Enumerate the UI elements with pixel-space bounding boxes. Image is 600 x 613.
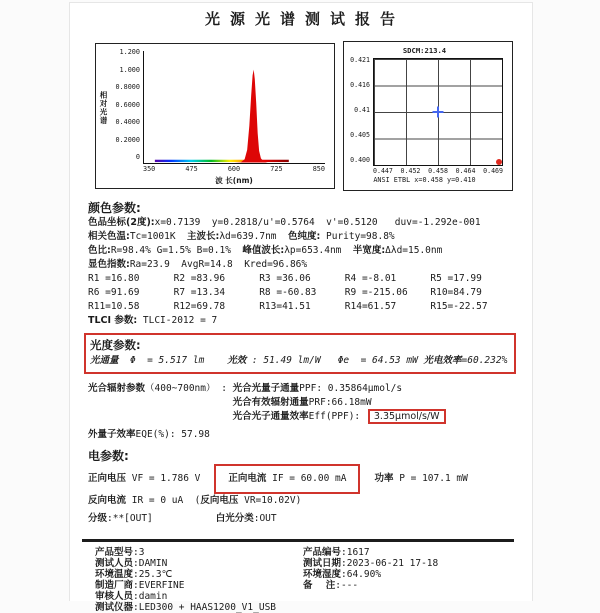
field-label: 光合有效辐射通量 [232,397,309,408]
target-cross-icon [437,107,439,118]
photometric-highlight-box [84,333,516,374]
info-row [95,558,303,569]
x-tick-label: 0.464 [455,167,476,175]
field-label: 光合光子通量效率 [232,411,309,422]
cri-value: R11=10.58 [88,301,140,312]
cri-value: R14=61.57 [344,301,397,312]
field-value: TLCI-2012 = 7 [137,315,218,326]
field-value: :3 [133,547,145,558]
x-tick-label: 850 [312,165,325,173]
x-tick-label: 350 [143,165,156,173]
x-tick-label: 0.458 [428,167,448,175]
chromaticity-plot-area [373,58,503,166]
par-label [88,382,233,424]
report-title: 光源光谱测试报告 [204,10,405,28]
par-eff-line [233,410,446,424]
field-value: :64.90% [341,569,382,580]
cri-value: R2 =83.96 [173,273,226,284]
field-label: 功率 [374,473,394,484]
cri-value: R15=-22.57 [430,301,488,312]
color-line-ratio [88,244,516,258]
photometric-values-line [90,353,508,368]
field-label: 光效 [227,355,247,366]
field-label: 测试日期 [303,558,342,569]
highlight-box [214,464,360,494]
field-label: 正向电流 [228,473,267,484]
info-table-left-column [95,547,303,613]
cri-value: R4 =-8.01 [344,273,397,284]
cri-value: R8 =-60.83 [259,287,317,298]
info-row [303,558,438,569]
x-tick-label: 600 [227,165,241,173]
spectrum-y-axis-label: 相对光谱 [99,90,108,125]
highlight-box: 3.35μmol/s/W [368,409,446,424]
field-value: EQE(%): 57.98 [135,429,210,440]
info-row [95,591,303,602]
cri-value: R5 =17.99 [430,273,482,284]
color-line-cct [88,230,516,244]
field-label: 备 注 [303,580,336,591]
field-label: 光合辐射参数 [88,383,146,394]
footer-divider [82,539,514,542]
field-label: 外量子效率 [88,429,136,440]
par-prf-line [233,396,446,410]
y-tick-label: 1.000 [119,65,140,74]
field-value: PRF:66.18mW [308,397,372,408]
field-value: IR = 0 uA ( [126,495,201,506]
field-value: Purity=98.8% [320,231,395,242]
info-row [95,602,303,613]
spectrum-y-ticks [109,48,143,161]
rainbow-baseline-strip [155,160,289,162]
field-value: Φ = 5.517 lm [118,355,228,366]
field-value: IF = 60.00 mA [266,473,347,484]
info-table-right-column [303,547,438,613]
field-label: TLCI 参数: [88,315,138,326]
field-value: VR=10.02V) [238,495,302,506]
field-value: Tc=1001K [129,231,188,242]
field-label: 环境温度 [95,569,134,580]
chromaticity-y-ticks [346,56,373,164]
y-tick-label: 1.200 [119,48,140,56]
cri-value: R13=41.51 [259,301,311,312]
field-label: 测试人员 [95,558,134,569]
field-label: 显色指数: [88,259,130,270]
color-parameters-section [88,200,516,328]
field-value: :OUT [253,513,277,524]
par-section [88,382,516,424]
y-tick-label: 0.421 [350,56,370,64]
y-tick-label: 0.6000 [115,100,140,109]
field-label: 环境湿度 [303,569,342,580]
spectrum-plot-area [143,51,325,164]
x-tick-label: 0.447 [373,167,393,175]
field-value: :1617 [341,547,370,558]
spectrum-peak-area [235,70,268,163]
info-row [303,580,438,591]
field-label: 测试仪器 [95,602,134,613]
field-value: Eff(PPF): [308,411,366,422]
y-tick-label: 0.4000 [115,118,140,126]
field-label: 色品坐标(2度): [88,217,155,228]
field-value: : 51.49 lm/W Φe = 64.53 mW [246,355,424,366]
field-value: :2023-06-21 17-18 [341,558,439,569]
section-heading-photometric: 光度参数: [90,338,141,352]
field-label: 审核人员 [95,591,134,602]
eqe-line [88,428,516,442]
cri-value: R1 =16.80 [88,273,140,284]
spectrum-x-ticks [143,164,325,175]
chromaticity-caption: ANSI ETBL x=0.458 y=0.410 [373,176,476,184]
cri-values-grid [88,272,516,314]
section-heading-color: 颜色参数: [88,201,141,215]
x-tick-label: 475 [185,165,198,173]
cri-value: R7 =13.34 [173,287,226,298]
info-row [303,569,438,580]
field-label: 半宽度: [352,245,386,256]
y-tick-label: 0.405 [350,131,370,139]
field-value: x=0.7139 y=0.2818/u'=0.5764 v'=0.5120 duv=-1.292e-001 [154,217,481,228]
info-row [95,569,303,580]
spectrum-chart [95,43,335,189]
tlci-line [88,314,516,328]
cri-value: R6 =91.69 [88,287,140,298]
field-value: :EVERFINE [133,580,185,591]
field-label: 反向电压 [200,495,239,506]
cri-value: R3 =36.06 [259,273,311,284]
y-tick-label: 0.416 [350,81,370,89]
field-value [153,513,216,524]
field-value: :DAMIN [133,558,168,569]
field-label: 光合光量子通量 [232,383,300,394]
measured-point-dot [496,159,502,165]
field-value: λd=639.7nm [219,231,288,242]
field-value: R=98.4% G=1.5% B=0.1% [110,245,243,256]
field-label: 光电效率 [423,355,462,366]
field-label: 峰值波长: [242,245,285,256]
y-tick-label: 0.400 [350,156,370,164]
x-tick-label: 0.452 [400,167,421,175]
field-value: Ra=23.9 AvgR=14.8 Kred=96.86% [129,259,308,270]
spectrum-curve-svg [144,51,325,163]
charts-row [95,41,600,193]
field-label: 正向电压 [88,473,127,484]
field-label: 产品型号 [95,547,134,558]
field-label: 光通量 [90,355,119,366]
cri-value: R12=69.78 [173,301,226,312]
electrical-forward-line [88,464,516,494]
x-tick-label: 725 [270,165,283,173]
x-tick-label: 0.469 [483,167,503,175]
spectrum-x-axis-label: 波 长(nm) [215,176,253,185]
cri-value: R9 =-215.06 [344,287,408,298]
y-tick-label: 0.41 [354,106,370,114]
field-value: :LED300 + HAAS1200_V1_USB [133,602,277,613]
electrical-section [88,448,516,526]
cri-value: R10=84.79 [430,287,482,298]
color-line-chromaticity [88,216,516,230]
field-label: 色纯度: [287,231,321,242]
par-lines [233,382,446,424]
field-value: :damin [133,591,168,602]
y-tick-label: 0.2000 [115,135,140,144]
field-value: :**[OUT] [107,513,153,524]
field-label: 白光分类 [215,513,254,524]
field-value: VF = 1.786 V [126,473,201,484]
info-row [95,580,303,591]
info-table [95,547,600,613]
field-label: 反向电流 [88,495,127,506]
field-label: 色比: [88,245,111,256]
field-label: 制造厂商 [95,580,134,591]
field-label: 产品编号 [303,547,342,558]
field-value: Δλd=15.0nm [385,245,443,256]
electrical-reverse-line [88,494,516,508]
electrical-binning-line [88,512,516,526]
chromaticity-title: SDCM:213.4 [402,46,447,55]
field-label: 分级 [88,513,108,524]
field-value: λp=653.4nm [284,245,353,256]
info-row [303,547,438,558]
par-ppf-line [233,382,446,396]
field-value: :--- [335,580,359,591]
section-heading-electrical: 电参数: [88,449,129,463]
field-label: 相关色温: [88,231,130,242]
y-tick-label: 0 [135,153,140,161]
field-value: P = 107.1 mW [393,473,468,484]
field-label: 主波长: [187,231,220,242]
y-tick-label: 0.8000 [115,83,140,91]
chromaticity-x-ticks [373,166,503,176]
field-value: PPF: 0.35864μmol/s [299,383,403,394]
color-line-cri-summary [88,258,516,272]
chromaticity-chart [343,41,513,191]
field-value: :25.3℃ [133,569,173,580]
field-value: =60.232% [461,355,508,366]
field-value: （400~700nm） : [145,383,233,394]
info-row [95,547,303,558]
